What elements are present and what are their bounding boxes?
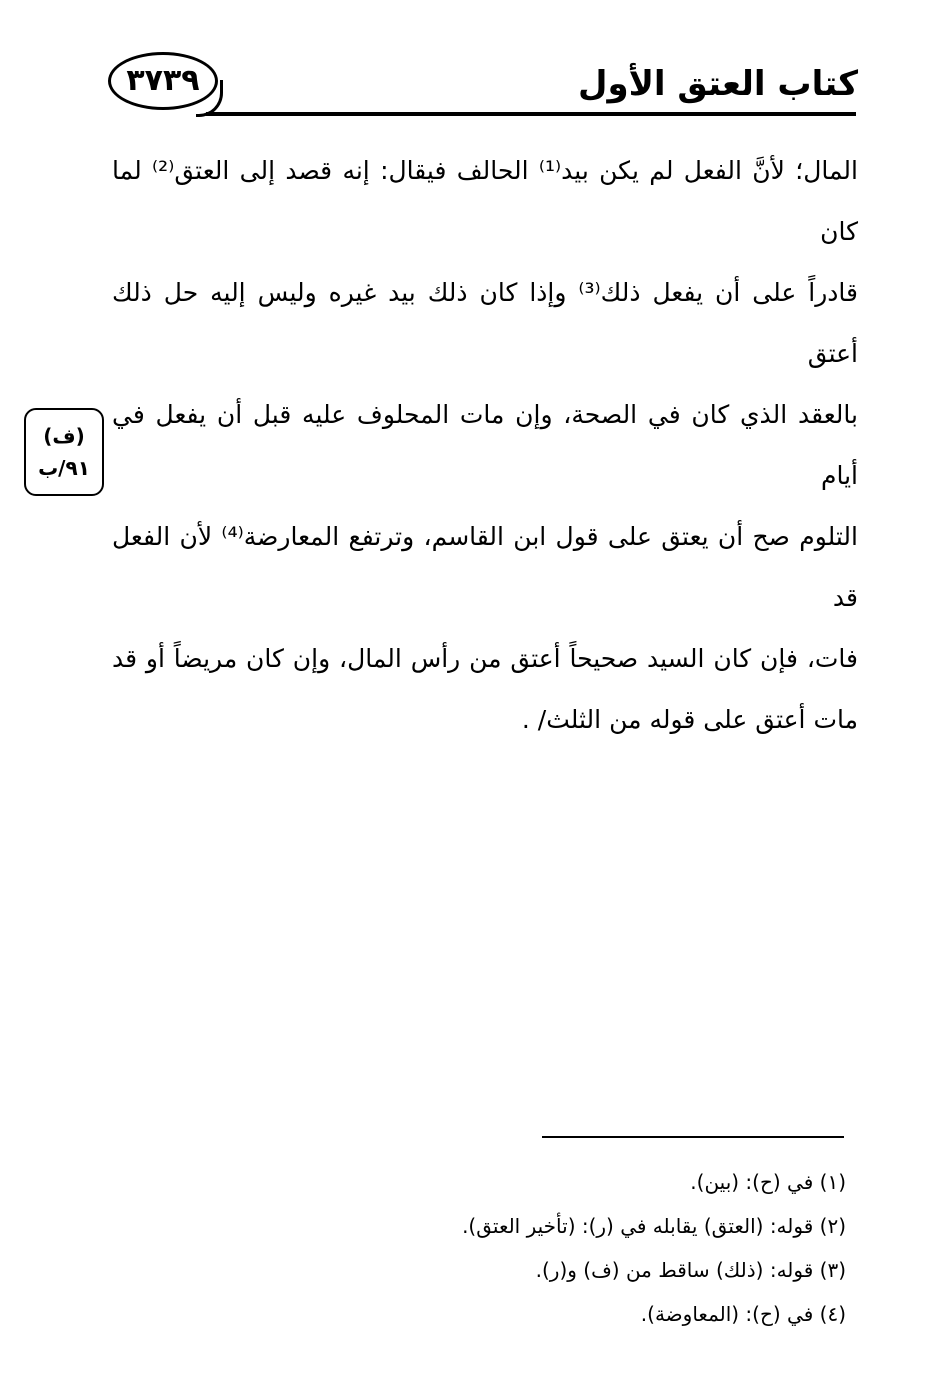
book-title: كتاب العتق الأول xyxy=(577,64,858,104)
footnotes xyxy=(126,1160,846,1336)
text-line: التلوم صح أن يعتق على قول ابن القاسم، وترتفع المعارضة⁽⁴⁾ لأن الفعل قد xyxy=(112,522,858,612)
header-rule xyxy=(206,112,856,116)
text-line: المال؛ لأنَّ الفعل لم يكن بيد⁽¹⁾ الحالف فيقال: إنه قصد إلى العتق⁽²⁾ لما كان xyxy=(112,156,858,246)
footnote: (٤) في (ح): (المعاوضة). xyxy=(640,1302,846,1326)
page-number: ٣٧٣٩ xyxy=(108,52,218,110)
text-line: مات أعتق على قوله من الثلث/ . xyxy=(521,705,858,734)
footnote-rule xyxy=(542,1136,844,1138)
manuscript-margin-note xyxy=(24,408,104,496)
text-line: بالعقد الذي كان في الصحة، وإن مات المحلوف عليه قبل أن يفعل في أيام xyxy=(112,400,858,490)
footnote: (١) في (ح): (بين). xyxy=(690,1170,846,1194)
footnote: (٣) قوله: (ذلك) ساقط من (ف) و(ر). xyxy=(535,1258,846,1282)
text-line: قادراً على أن يفعل ذلك⁽³⁾ وإذا كان ذلك بيد غيره وليس إليه حل ذلك أعتق xyxy=(112,278,858,368)
manuscript-siglum: (ف) xyxy=(43,424,85,448)
text-line: فات، فإن كان السيد صحيحاً أعتق من رأس المال، وإن كان مريضاً أو قد xyxy=(112,644,858,673)
footnote: (٢) قوله: (العتق) يقابله في (ر): (تأخير العتق). xyxy=(462,1214,846,1238)
folio-reference: ٩١/ب xyxy=(38,456,90,480)
main-text xyxy=(112,140,858,750)
